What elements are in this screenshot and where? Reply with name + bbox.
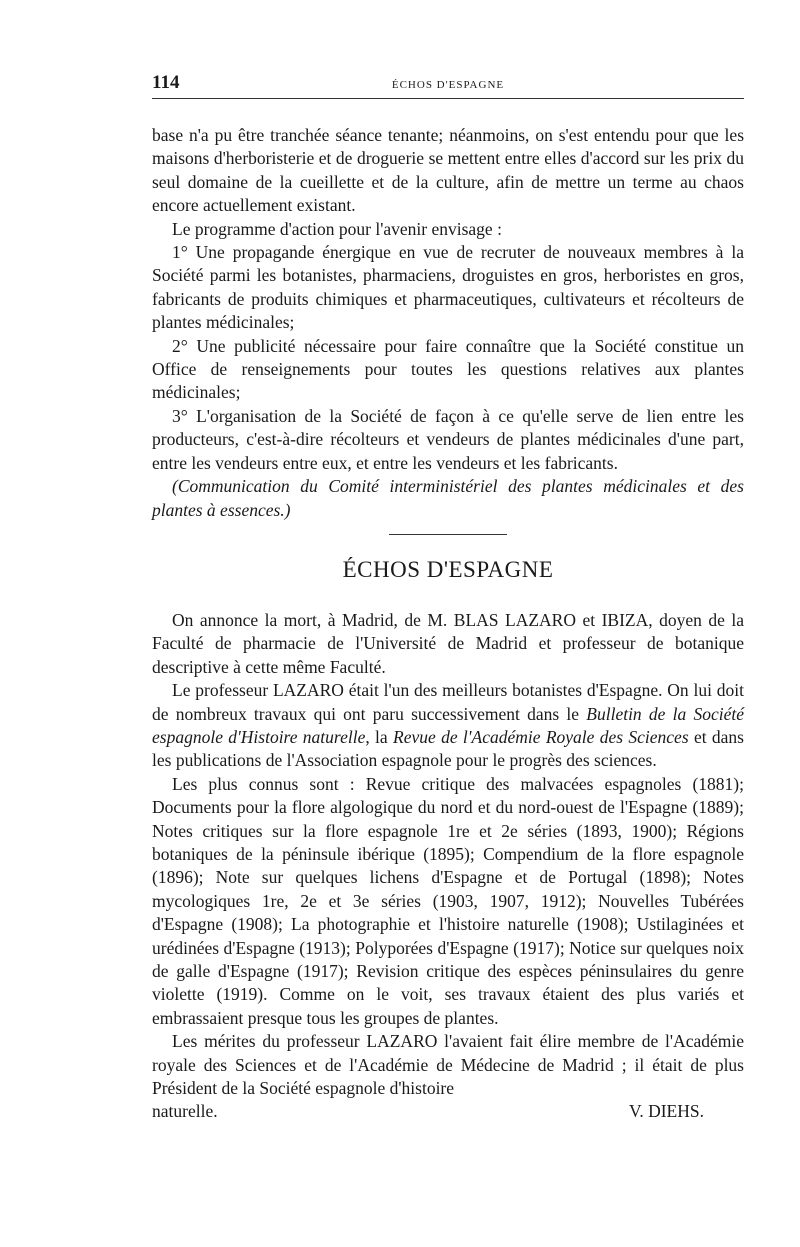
page-body bbox=[152, 124, 744, 1124]
paragraph-works bbox=[152, 679, 744, 773]
works-text-c: , la bbox=[365, 726, 393, 747]
paragraph-item-3: 3° L'organisation de la Société de façon à ce qu'elle serve de lien entre les producteurs, c'est-à-dire récolteurs et vendeurs de plantes médicinales d'une part, entre les vendeurs entre eux, et entre les vendeurs et les fabricants. bbox=[152, 405, 744, 473]
source-note: (Communication du Comité interministériel des plantes médicinales et des plantes à essences.) bbox=[152, 476, 744, 520]
signature-line bbox=[152, 1100, 744, 1123]
bulletin-title: Bulletin de la Société espagnole d'Histoire naturelle bbox=[152, 703, 744, 747]
section-title: ÉCHOS D'ESPAGNE bbox=[342, 556, 554, 582]
running-title: ÉCHOS D'ESPAGNE bbox=[391, 79, 505, 91]
paragraph-merits: Les mérites du professeur LAZARO l'avaient fait élire membre de l'Académie royale des Sciences et de l'Académie de Médecine de Madrid ; il était de plus Président de la Société espagnole d'histoire bbox=[152, 1031, 744, 1099]
author-signature: V. DIEHS. bbox=[628, 1101, 704, 1122]
paragraph-continued: base n'a pu être tranchée séance tenante; néanmoins, on s'est entendu pour que les maisons d'herboristerie et de droguerie se mettent entre elles d'accord sur les prix du seul domaine de la cueillette et de la culture, afin de mettre un terme au chaos encore actuellement existant. bbox=[152, 125, 744, 216]
section-divider bbox=[389, 534, 507, 535]
works-text-e: et dans les publications de l'Association espagnole pour le progrès des sciences. bbox=[152, 726, 744, 771]
page-header bbox=[152, 72, 744, 99]
paragraph-item-1: 1° Une propagande énergique en vue de recruter de nouveaux membres à la Société parmi les botanistes, pharmaciens, droguistes en gros, herboristes en gros, fabricants de produits chimiques et pharmaceutiques, cultivateurs et récolteurs de plantes médicinales; bbox=[152, 242, 744, 333]
paragraph-item-2: 2° Une publicité nécessaire pour faire connaître que la Société constitue un Office de renseignements pour toutes les questions relatives aux plantes médicinales; bbox=[152, 335, 744, 403]
works-text-a: Le professeur LAZARO était l'un des meilleurs botanistes d'Espagne. On lui doit de nombreux travaux qui ont paru successivement dans le bbox=[152, 680, 744, 724]
page-number: 114 bbox=[152, 72, 180, 93]
revue-title: Revue de l'Académie Royale des Sciences bbox=[393, 726, 689, 747]
paragraph-programme: Le programme d'action pour l'avenir envisage : bbox=[172, 218, 502, 239]
paragraph-announcement: On annonce la mort, à Madrid, de M. BLAS LAZARO et IBIZA, doyen de la Faculté de pharmacie de l'Université de Madrid et professeur de botanique descriptive à cette même Faculté. bbox=[152, 609, 744, 677]
closing-word: naturelle. bbox=[152, 1101, 218, 1122]
paragraph-bibliography: Les plus connus sont : Revue critique des malvacées espagnoles (1881); Documents pour la flore algologique du nord et du nord-ouest de l'Espagne (1889); Notes critiques sur la flore espagnole 1re et 2e séries (1893, 1900); Régions botaniques de la péninsule ibérique (1895); Compendium de la flore espagnole (1896); Note sur quelques lichens d'Espagne et de Portugal (1898); Notes mycologiques 1re, 2e et 3e séries (1903, 1907, 1912); Nouvelles Tubérées d'Espagne (1908); La photographie et l'histoire naturelle (1908); Ustilaginées et urédinées d'Espagne (1913); Polyporées d'Espagne (1917); Notice sur quelques noix de galle d'Espagne (1917); Revision critique des espèces péninsulaires du genre violette (1919). Comme on le voit, ses travaux étaient des plus variés et embrassaient presque tous les groupes de plantes. bbox=[152, 773, 744, 1028]
